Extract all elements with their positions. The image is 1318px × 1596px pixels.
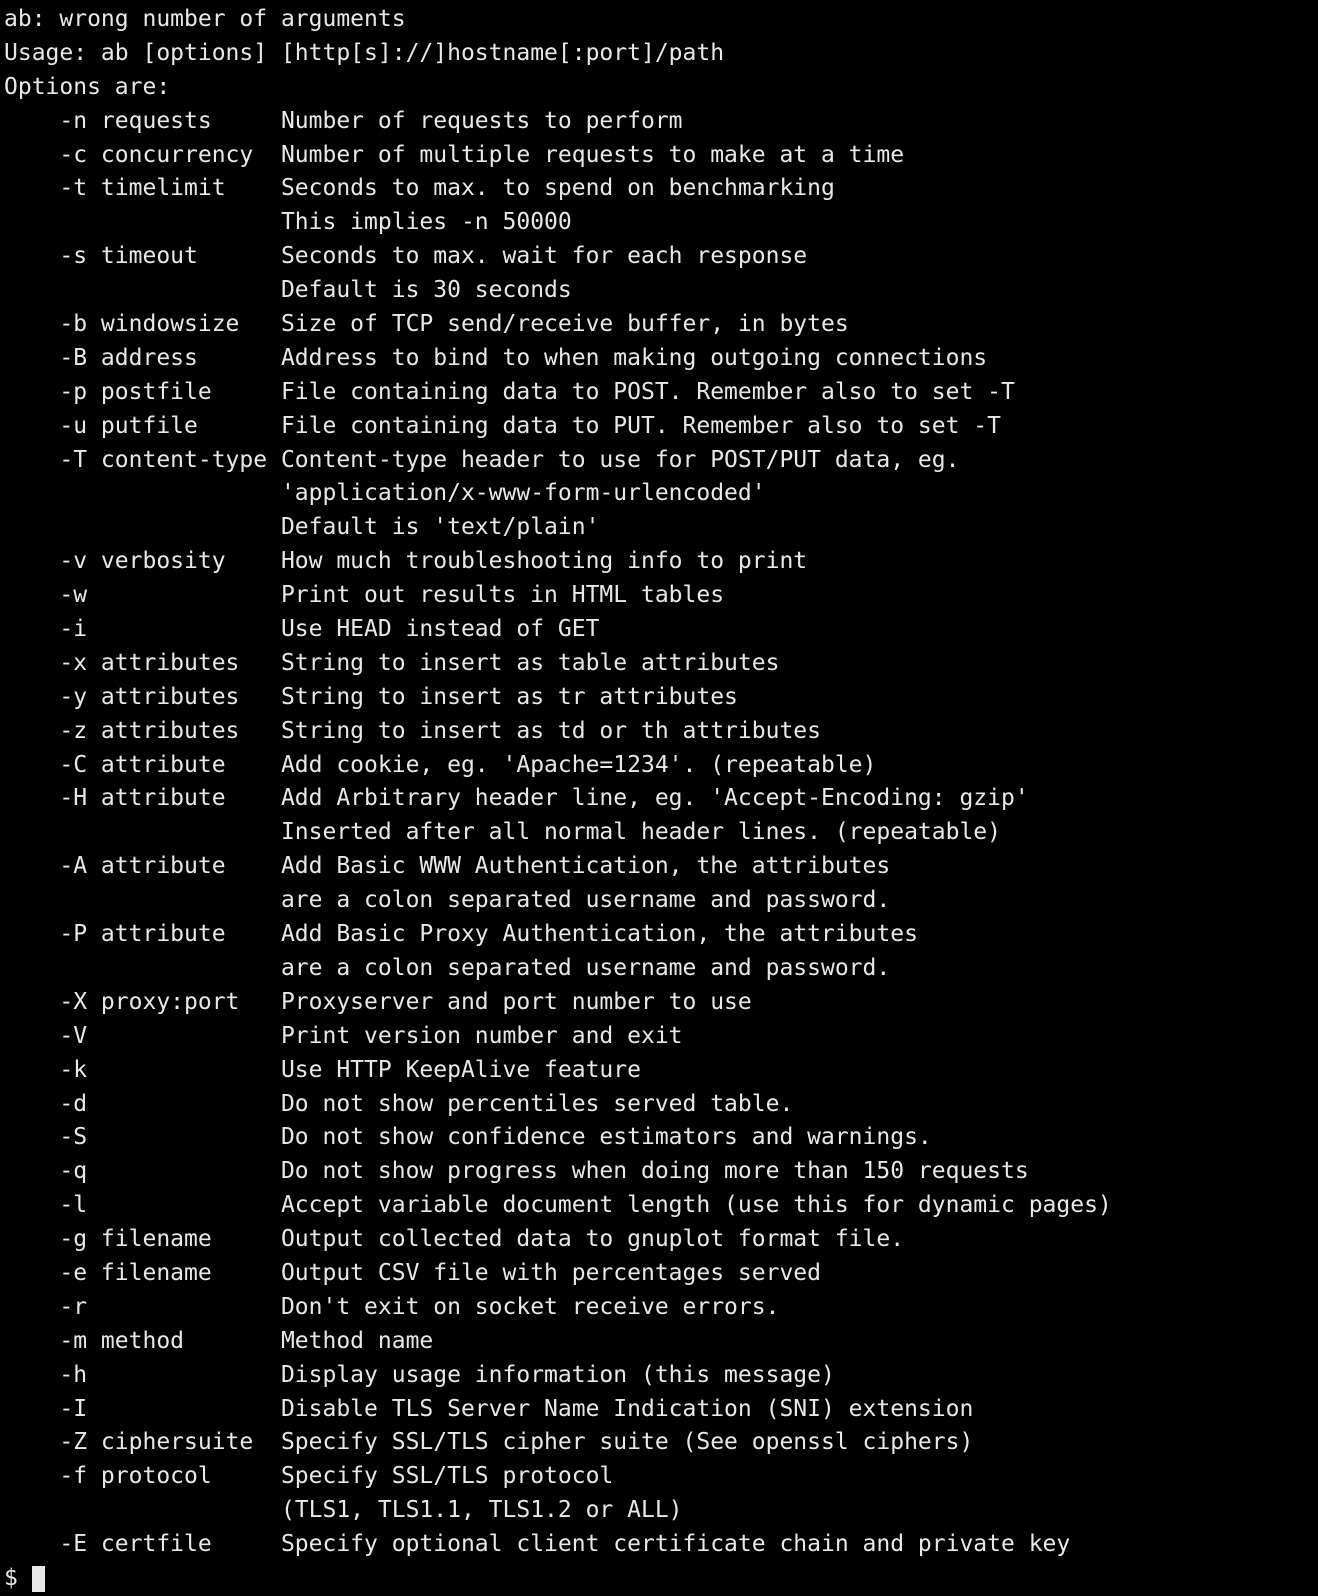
terminal-line: -i Use HEAD instead of GET <box>4 616 600 643</box>
terminal-line: are a colon separated username and password. <box>4 954 891 981</box>
terminal-line: -y attributes String to insert as tr attributes <box>4 683 738 710</box>
terminal-line: are a colon separated username and password. <box>4 887 891 914</box>
terminal-line: -r Don't exit on socket receive errors. <box>4 1293 780 1320</box>
terminal-line: -z attributes String to insert as td or th attributes <box>4 717 821 744</box>
terminal-line: -h Display usage information (this message) <box>4 1361 835 1388</box>
terminal-line: (TLS1, TLS1.1, TLS1.2 or ALL) <box>4 1497 683 1524</box>
terminal-line: -p postfile File containing data to POST. Remember also to set -T <box>4 378 1015 405</box>
terminal-line: -e filename Output CSV file with percentages served <box>4 1259 821 1286</box>
terminal-line: Default is 30 seconds <box>4 277 572 304</box>
terminal-line: -c concurrency Number of multiple requests to make at a time <box>4 141 905 168</box>
terminal-line: -X proxy:port Proxyserver and port number to use <box>4 988 752 1015</box>
terminal-line: -H attribute Add Arbitrary header line, eg. 'Accept-Encoding: gzip' <box>4 785 1029 812</box>
terminal-line: -d Do not show percentiles served table. <box>4 1090 794 1117</box>
terminal-line: 'application/x-www-form-urlencoded' <box>4 480 766 507</box>
terminal-line: -T content-type Content-type header to use for POST/PUT data, eg. <box>4 446 960 473</box>
prompt-line[interactable] <box>4 1562 1318 1596</box>
terminal-line: ab: wrong number of arguments <box>4 6 406 32</box>
terminal-line: -f protocol Specify SSL/TLS protocol <box>4 1463 614 1490</box>
terminal-line: -s timeout Seconds to max. wait for each response <box>4 243 808 270</box>
terminal-line: -x attributes String to insert as table attributes <box>4 649 780 676</box>
terminal-line: Usage: ab [options] [http[s]://]hostname[:port]/path <box>4 39 725 66</box>
terminal-line: Inserted after all normal header lines. (repeatable) <box>4 819 1001 846</box>
terminal-line: -q Do not show progress when doing more than 150 requests <box>4 1158 1029 1185</box>
terminal-line: -E certfile Specify optional client certificate chain and private key <box>4 1531 1071 1558</box>
terminal-line: -Z ciphersuite Specify SSL/TLS cipher suite (See openssl ciphers) <box>4 1429 974 1456</box>
terminal-line: -l Accept variable document length (use this for dynamic pages) <box>4 1192 1112 1219</box>
terminal-line: -b windowsize Size of TCP send/receive buffer, in bytes <box>4 311 849 338</box>
terminal-output <box>4 3 1318 1562</box>
terminal-line: -u putfile File containing data to PUT. Remember also to set -T <box>4 412 1001 439</box>
terminal-line: -B address Address to bind to when making outgoing connections <box>4 344 988 371</box>
terminal-line: This implies -n 50000 <box>4 209 572 236</box>
terminal-line: -t timelimit Seconds to max. to spend on benchmarking <box>4 175 835 202</box>
terminal-line: -S Do not show confidence estimators and warnings. <box>4 1124 932 1151</box>
terminal-line: -I Disable TLS Server Name Indication (SNI) extension <box>4 1395 974 1422</box>
terminal-line: -V Print version number and exit <box>4 1022 683 1049</box>
terminal-line: -C attribute Add cookie, eg. 'Apache=1234'. (repeatable) <box>4 751 877 778</box>
terminal-line: -v verbosity How much troubleshooting info to print <box>4 548 808 575</box>
terminal-line: -A attribute Add Basic WWW Authentication, the attributes <box>4 853 891 880</box>
terminal-line: Options are: <box>4 73 171 100</box>
terminal-line: -m method Method name <box>4 1327 434 1354</box>
terminal-line: Default is 'text/plain' <box>4 514 600 541</box>
terminal-line: -k Use HTTP KeepAlive feature <box>4 1056 641 1083</box>
terminal-line: -P attribute Add Basic Proxy Authentication, the attributes <box>4 921 918 948</box>
terminal-line: -g filename Output collected data to gnuplot format file. <box>4 1226 905 1253</box>
prompt-text: $ <box>4 1564 32 1591</box>
terminal-line: -w Print out results in HTML tables <box>4 582 725 609</box>
cursor-block <box>32 1566 45 1592</box>
terminal-line: -n requests Number of requests to perform <box>4 107 683 134</box>
